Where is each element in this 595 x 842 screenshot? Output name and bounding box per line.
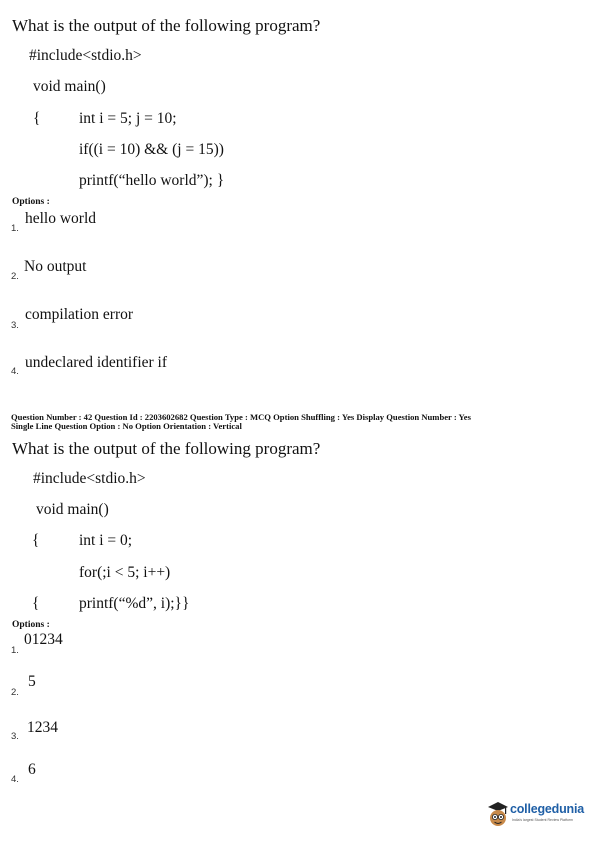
- code-brace: {: [32, 532, 40, 549]
- option-text: 5: [28, 673, 36, 690]
- question-text: What is the output of the following program?: [12, 16, 321, 35]
- question-meta: Single Line Question Option : No Option Orientation : Vertical: [11, 421, 242, 431]
- option-number: 1.: [11, 645, 19, 656]
- question-meta: Question Number : 42 Question Id : 2203602682 Question Type : MCQ Option Shuffling : Yes Display Question Number : Yes: [11, 412, 471, 422]
- option-text: 01234: [24, 631, 63, 648]
- option-number: 1.: [11, 223, 19, 234]
- option-text: compilation error: [25, 306, 134, 323]
- code-main: void main(): [36, 501, 109, 518]
- option-number: 2.: [11, 687, 19, 698]
- option-number: 2.: [11, 271, 19, 282]
- code-line: for(;i < 5; i++): [79, 564, 171, 581]
- collegedunia-logo: [486, 800, 591, 830]
- option-text: 1234: [27, 719, 58, 736]
- option-number: 4.: [11, 774, 19, 785]
- options-label: Options :: [12, 197, 50, 207]
- brand-name: collegedunia: [510, 802, 585, 816]
- graduate-mascot-icon: [486, 800, 510, 830]
- code-line: printf(“hello world”); }: [79, 172, 225, 189]
- option-number: 4.: [11, 366, 19, 377]
- code-brace: {: [32, 595, 40, 612]
- option-text: undeclared identifier if: [25, 354, 168, 371]
- code-main: void main(): [33, 78, 106, 95]
- code-include: #include<stdio.h>: [33, 470, 146, 487]
- code-include: #include<stdio.h>: [29, 47, 142, 64]
- option-text: No output: [24, 258, 87, 275]
- brand-tagline: India's largest Student Review Platform: [512, 818, 573, 822]
- option-number: 3.: [11, 320, 19, 331]
- code-line: int i = 0;: [79, 532, 133, 549]
- code-brace: {: [33, 110, 41, 127]
- code-line: if((i = 10) && (j = 15)): [79, 141, 224, 158]
- option-number: 3.: [11, 731, 19, 742]
- option-text: hello world: [25, 210, 97, 227]
- code-line: int i = 5; j = 10;: [79, 110, 177, 127]
- options-label: Options :: [12, 620, 50, 630]
- question-text: What is the output of the following program?: [12, 439, 321, 458]
- code-line: printf(“%d”, i);}}: [79, 595, 190, 612]
- option-text: 6: [28, 761, 36, 778]
